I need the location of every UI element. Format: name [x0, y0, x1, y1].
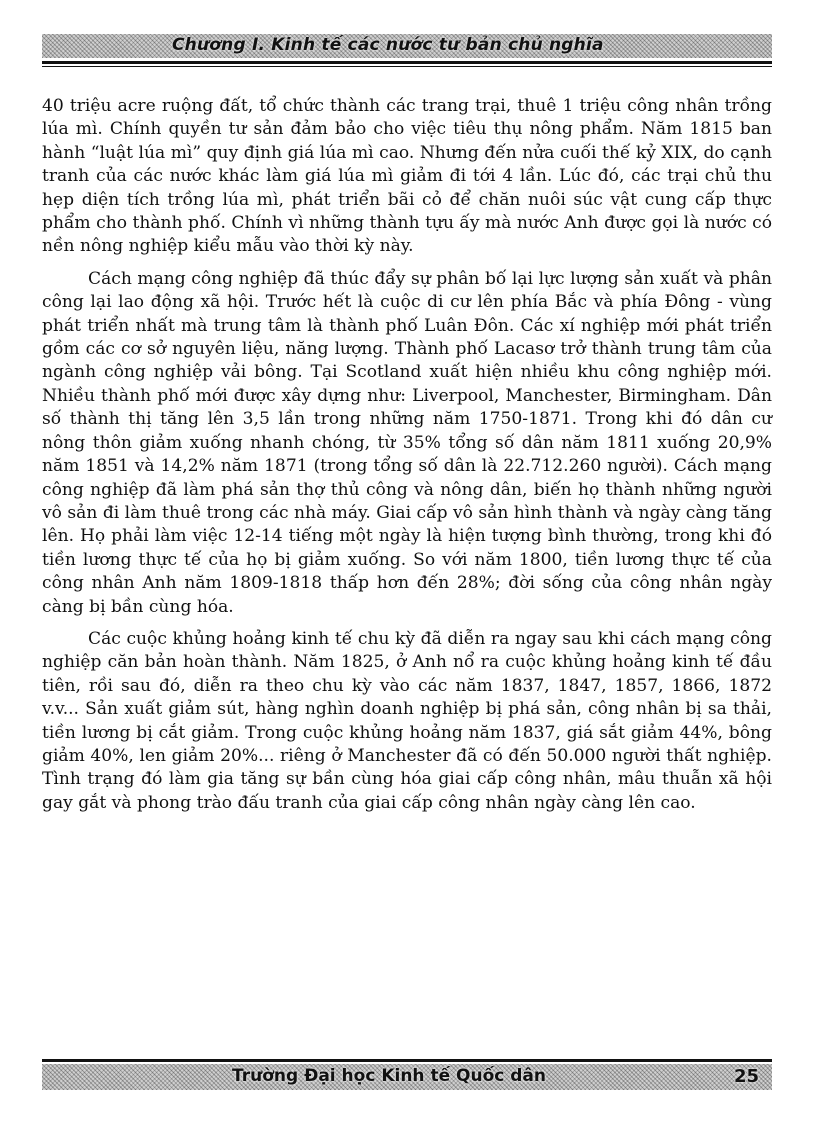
publisher-name: Trường Đại học Kinh tế Quốc dân	[232, 1066, 546, 1086]
header-rule	[42, 61, 772, 64]
header-rule-thin	[42, 66, 772, 67]
page-number: 25	[734, 1066, 760, 1087]
paragraph-3: Các cuộc khủng hoảng kinh tế chu kỳ đã diễn ra ngay sau khi cách mạng công nghiệp căn bản hoàn thành. Năm 1825, ở Anh nổ ra cuộc khủng hoảng kinh tế đầu tiên, rồi sau đó, diễn ra theo chu kỳ vào các năm 1837, 1847, 1857, 1866, 1872 v.v... Sản xuất giảm sút, hàng nghìn doanh nghiệp bị phá sản, công nhân bị sa thải, tiền lương bị cắt giảm. Trong cuộc khủng hoảng năm 1837, giá sắt giảm 44%, bông giảm 40%, len giảm 20%... riêng ở Manchester đã có đến 50.000 người thất nghiệp. Tình trạng đó làm gia tăng sự bần cùng hóa giai cấp công nhân, mâu thuẫn xã hội gay gắt và phong trào đấu tranh của giai cấp công nhân ngày càng lên cao.	[42, 628, 772, 813]
chapter-title: Chương I. Kinh tế các nước tư bản chủ nghĩa	[172, 35, 604, 55]
paragraph-2: Cách mạng công nghiệp đã thúc đẩy sự phân bố lại lực lượng sản xuất và phân công lại lao động xã hội. Trước hết là cuộc di cư lên phía Bắc và phía Đông - vùng phát triển nhất mà trung tâm là thành phố Luân Đôn. Các xí nghiệp mới phát triển gồm các cơ sở nguyên liệu, năng lượng. Thành phố Lacasơ trở thành trung tâm của ngành công nghiệp vải bông. Tại Scotland xuất hiện nhiều khu công nghiệp mới. Nhiều thành phố mới được xây dựng như: Liverpool, Manchester, Birmingham. Dân số thành thị tăng lên 3,5 lần trong những năm 1750-1871. Trong khi đó dân cư nông thôn giảm xuống nhanh chóng, từ 35% tổng số dân năm 1811 xuống 20,9% năm 1851 và 14,2% năm 1871 (trong tổng số dân là 22.712.260 người). Cách mạng công nghiệp đã làm phá sản thợ thủ công và nông dân, biến họ thành những người vô sản đi làm thuê trong các nhà máy. Giai cấp vô sản hình thành và ngày càng tăng lên. Họ phải làm việc 12-14 tiếng một ngày là hiện tượng bình thường, trong khi đó tiền lương thực tế của họ bị giảm xuống. So với năm 1800, tiền lương thực tế của công nhân Anh năm 1809-1818 thấp hơn đến 28%; đời sống của công nhân ngày càng bị bần cùng hóa.	[42, 268, 772, 617]
footer-rule	[42, 1059, 772, 1062]
page-body	[42, 95, 772, 824]
paragraph-1: 40 triệu acre ruộng đất, tổ chức thành các trang trại, thuê 1 triệu công nhân trồng lúa mì. Chính quyền tư sản đảm bảo cho việc tiêu thụ nông phẩm. Năm 1815 ban hành “luật lúa mì” quy định giá lúa mì cao. Nhưng đến nửa cuối thế kỷ XIX, do cạnh tranh của các nước khác làm giá lúa mì giảm đi tới 4 lần. Lúc đó, các trại chủ thu hẹp diện tích trồng lúa mì, phát triển bãi cỏ để chăn nuôi súc vật cung cấp thực phẩm cho thành phố. Chính vì những thành tựu ấy mà nước Anh được gọi là nước có nền nông nghiệp kiểu mẫu vào thời kỳ này.	[42, 96, 772, 257]
